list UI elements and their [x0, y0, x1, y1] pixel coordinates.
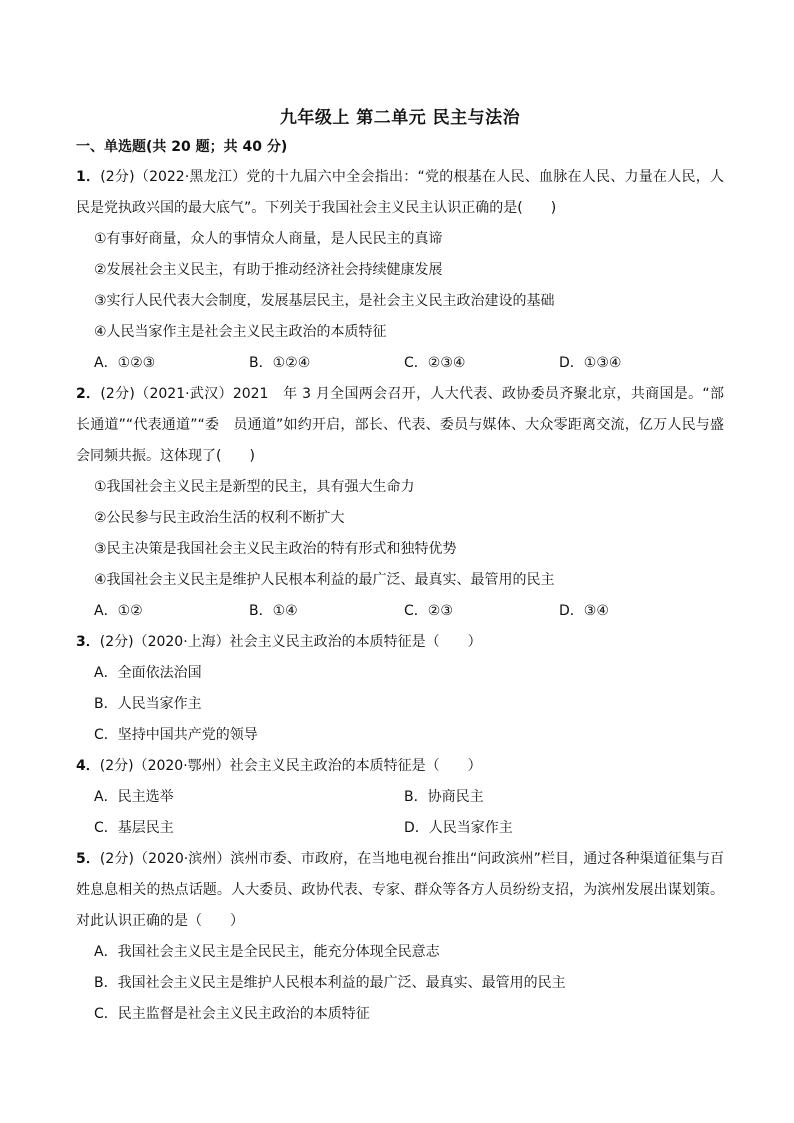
option-c[interactable]: C．基层民主: [94, 820, 174, 836]
option-c[interactable]: C．坚持中国共产党的领导: [94, 727, 258, 743]
option-a[interactable]: A．①②: [94, 603, 143, 619]
section-heading: 一、单选题(共 20 题；共 40 分): [76, 139, 288, 155]
answer-options: [76, 348, 724, 379]
option-d[interactable]: D．人民当家作主: [404, 820, 513, 836]
question-number: 2．: [76, 386, 101, 402]
question-3: [76, 627, 724, 751]
question-number: 4．: [76, 758, 100, 774]
option-b[interactable]: B．我国社会主义民主是维护人民根本利益的最广泛、最真实、最管用的民主: [94, 975, 566, 991]
answer-options: [76, 658, 724, 751]
question-stem: [76, 162, 724, 224]
question-text: (2分)（2020·上海）社会主义民主政治的本质特征是（ ）: [99, 634, 482, 650]
statement-2: ②发展社会主义民主，有助于推动经济社会持续健康发展: [94, 262, 443, 278]
question-number: 3．: [76, 634, 100, 650]
question-stem: [76, 844, 724, 937]
answer-options: [76, 596, 724, 627]
statement-1: ①有事好商量，众人的事情众人商量，是人民民主的真谛: [94, 231, 443, 247]
option-a[interactable]: A．民主选举: [94, 789, 174, 805]
option-a[interactable]: A．我国社会主义民主是全民民主，能充分体现全民意志: [94, 944, 440, 960]
option-d[interactable]: D．③④: [559, 603, 609, 619]
option-b[interactable]: B．人民当家作主: [94, 696, 202, 712]
question-5: [76, 844, 724, 1030]
statement-4: ④人民当家作主是社会主义民主政治的本质特征: [94, 324, 387, 340]
option-c[interactable]: C．②③: [404, 603, 453, 619]
document-title: 九年级上 第二单元 民主与法治: [279, 108, 521, 128]
option-c[interactable]: C．民主监督是社会主义民主政治的本质特征: [94, 1006, 370, 1022]
question-text: (2分)（2021·武汉）2021 年 3 月全国两会召开，人大代表、政协委员齐聚北京，共商国是。“部长通道”“代表通道”“委 员通道”如约开启，部长、代表、委员与媒体、大众零距离交流，亿万人民与盛会同频共振。这体现了( ): [76, 386, 724, 464]
option-b[interactable]: B．①④: [249, 603, 298, 619]
option-c[interactable]: C．②③④: [404, 355, 466, 371]
option-a[interactable]: A．①②③: [94, 355, 156, 371]
question-stem: [76, 751, 724, 782]
question-1: [76, 162, 724, 379]
option-b[interactable]: B．①②④: [249, 355, 311, 371]
answer-options: [76, 782, 724, 844]
statement-3: ③实行人民代表大会制度，发展基层民主，是社会主义民主政治建设的基础: [94, 293, 555, 309]
question-4: [76, 751, 724, 844]
statement-4: ④我国社会主义民主是维护人民根本利益的最广泛、最真实、最管用的民主: [94, 572, 555, 588]
option-b[interactable]: B．协商民主: [404, 789, 484, 805]
question-number: 5．: [76, 851, 100, 867]
question-stem: [76, 627, 724, 658]
question-stem: [76, 379, 724, 472]
question-number: 1．: [76, 169, 101, 185]
question-text: (2分)（2022·黑龙江）党的十九届六中全会指出：“党的根基在人民、血脉在人民、力量在人民，人民是党执政兴国的最大底气”。下列关于我国社会主义民主认识正确的是( ): [76, 169, 724, 216]
question-text: (2分)（2020·滨州）滨州市委、市政府，在当地电视台推出“问政滨州”栏目，通过各种渠道征集与百姓息息相关的热点话题。人大委员、政协代表、专家、群众等各方人员纷纷支招，为滨州发展出谋划策。对此认识正确的是（ ）: [76, 851, 724, 929]
question-text: (2分)（2020·鄂州）社会主义民主政治的本质特征是（ ）: [99, 758, 482, 774]
statement-2: ②公民参与民主政治生活的权利不断扩大: [94, 510, 345, 526]
statement-3: ③民主决策是我国社会主义民主政治的特有形式和独特优势: [94, 541, 457, 557]
question-2: [76, 379, 724, 627]
answer-options: [76, 937, 724, 1030]
statement-1: ①我国社会主义民主是新型的民主，具有强大生命力: [94, 479, 415, 495]
option-d[interactable]: D．①③④: [559, 355, 622, 371]
option-a[interactable]: A．全面依法治国: [94, 665, 202, 681]
